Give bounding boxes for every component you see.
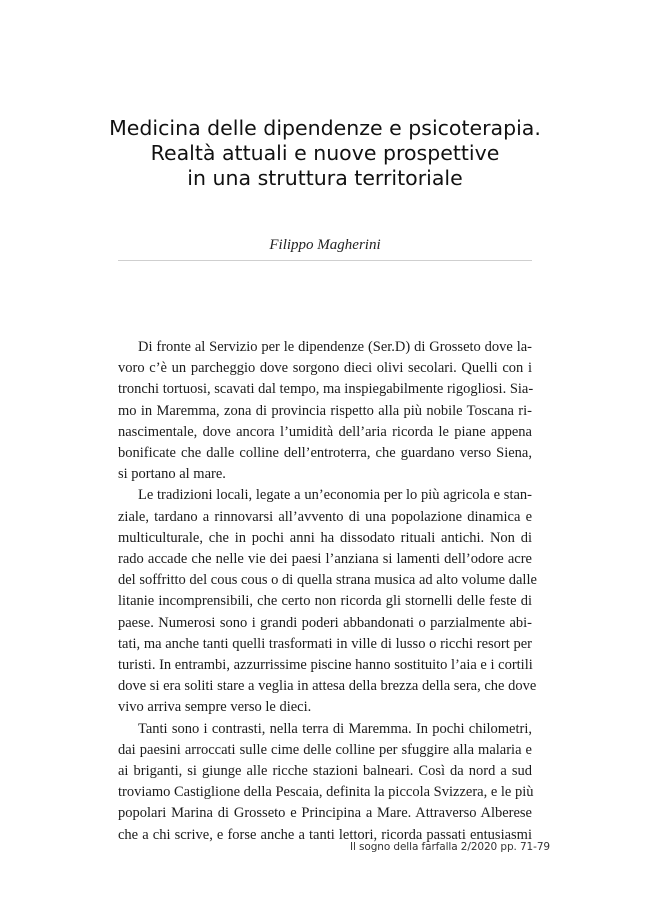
text-line: mo in Maremma, zona di provincia rispetto alla più nobile Toscana ri- bbox=[118, 402, 532, 419]
text-line: vivo arriva sempre verso le dieci. bbox=[118, 699, 312, 716]
title-line-1: Medicina delle dipendenze e psicoterapia. bbox=[109, 116, 541, 140]
text-line: rado accade che nelle vie dei paesi l’anziana si lamenti dell’odore acre bbox=[118, 551, 532, 568]
text-line: si portano al mare. bbox=[118, 466, 226, 483]
text-line: Di fronte al Servizio per le dipendenze (Ser.D) di Grosseto dove la- bbox=[138, 339, 532, 355]
text-line: dai paesini arroccati sulle cime delle colline per sfuggire alla malaria e bbox=[118, 741, 532, 758]
text-line: troviamo Castiglione della Pescaia, definita la piccola Svizzera, e le più bbox=[118, 784, 534, 801]
journal-citation: Il sogno della farfalla 2/2020 pp. 71-79 bbox=[349, 841, 550, 853]
text-line: Tanti sono i contrasti, nella terra di Maremma. In pochi chilometri, bbox=[138, 720, 532, 737]
text-line: del soffritto del cous cous o di quella strana musica ad alto volume dalle bbox=[118, 572, 537, 589]
title-line-3: in una struttura territoriale bbox=[187, 166, 463, 190]
title-line-2: Realtà attuali e nuove prospettive bbox=[150, 141, 500, 165]
text-line: popolari Marina di Grosseto e Principina a Mare. Attraverso Alberese bbox=[118, 805, 532, 822]
paragraph-2 bbox=[118, 485, 537, 718]
text-line: che a chi scrive, e forse anche a tanti lettori, ricorda passati entusiasmi bbox=[118, 826, 532, 843]
paragraph-3 bbox=[118, 719, 532, 846]
text-line: tati, ma anche tanti quelli trasformati in ville di lusso o ricchi resort per bbox=[118, 635, 532, 652]
paragraph-1 bbox=[118, 337, 532, 485]
text-line: dove si era soliti stare a veglia in attesa della brezza della sera, che dove bbox=[118, 678, 537, 695]
text-line: ai briganti, si giunge alle ricche stazioni balneari. Così da nord a sud bbox=[118, 763, 532, 780]
article-title bbox=[60, 116, 590, 191]
text-line: paese. Numerosi sono i grandi poderi abbandonati o parzialmente abi- bbox=[118, 614, 532, 631]
text-line: nascimentale, dove ancora l’umidità dell’aria ricorda le piane appena bbox=[118, 423, 532, 440]
author-name: Filippo Magherini bbox=[269, 237, 381, 253]
text-line: voro c’è un parcheggio dove sorgono dieci olivi secolari. Quelli con i bbox=[118, 360, 532, 377]
text-line: multiculturale, che in pochi anni ha dissodato rituali antichi. Non di bbox=[118, 529, 532, 546]
article-body bbox=[118, 337, 537, 846]
text-line: Le tradizioni locali, legate a un’economia per lo più agricola e stan- bbox=[138, 487, 532, 504]
title-divider bbox=[118, 260, 532, 261]
text-line: ziale, tardano a rinnovarsi all’avvento di una popolazione dinamica e bbox=[118, 508, 532, 525]
text-line: bonificate che dalle colline dell’entroterra, che guardano verso Siena, bbox=[118, 445, 532, 462]
text-line: turisti. In entrambi, azzurrissime piscine hanno sostituito l’aia e i cortili bbox=[118, 657, 533, 674]
text-line: tronchi tortuosi, scavati dal tempo, ma inspiegabilmente rigogliosi. Sia- bbox=[118, 381, 534, 398]
text-line: litanie incomprensibili, che certo non ricorda gli stornelli delle feste di bbox=[118, 593, 532, 610]
